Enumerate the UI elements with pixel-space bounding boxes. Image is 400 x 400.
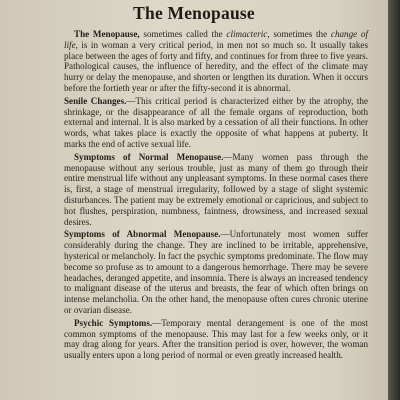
paragraph-normal-menopause: Symptoms of Normal Menopause.—Many women pass through the menopause without any serious trouble, just as many of them go through their entire menstrual life without any unpleasant symptoms. In these normal cases there is, first, a stage of menstrual irregularity, followed by a stage of slight systemic disturbances. The patient may be extremely emotional or capricious, and subject to hot flushes, perspiration, numbness, faintness, drowsiness, and increased sexual desires. [64, 151, 368, 227]
page-title: The Menopause [133, 3, 255, 23]
paragraph-abnormal-menopause: Symptoms of Abnormal Menopause.—Unfortunately most women suffer considerably during the change. They are inclined to be irritable, apprehensive, hysterical or melancholy. In fact the psychic symptoms predominate. The flow may become so profuse as to amount to a dangerous hemorrhage. There may be severe headaches, deranged appetite, and insomnia. There is always an increased tendency to malignant disease of the uterus and breasts, the fear of which often brings on intense melancholia. On the other hand, the menopause often cures chronic uterine or ovarian disease. [64, 229, 368, 315]
emphasis-text: climacteric, [226, 29, 270, 39]
paragraph-psychic-symptoms: Psychic Symptoms.—Temporary mental derangement is one of the most common symptoms of the menopause. This may last for a few weeks only, or it may drag along for years. After the transition period is over, however, the woman usually enters upon a long period of normal or even greatly increased health. [64, 317, 368, 361]
emphasis-text: change of life, [64, 29, 369, 50]
paragraph-heading: The Menopause, [74, 29, 140, 39]
paragraph-heading: Senile Changes. [64, 95, 127, 106]
book-spine-shadow [388, 0, 400, 400]
page-body [64, 29, 368, 363]
paragraph-heading: Symptoms of Normal Menopause. [74, 151, 224, 162]
paragraph-heading: Symptoms of Abnormal Menopause. [64, 229, 221, 240]
paragraph-heading: Psychic Symptoms. [74, 317, 153, 328]
paragraph-menopause: The Menopause, sometimes called the climacteric, sometimes the change of life, is in woman a very critical period, in men not so much so. It usually takes place between the ages of forty and fifty, and continues for from three to five years. Pathological causes, the influence of heredity, and the effect of the climate may hurry or delay the menopause, and shorten or lengthen its duration. When it occurs before the fortieth year or after the fifty-second it is abnormal. [64, 29, 369, 93]
paragraph-senile-changes: Senile Changes.—This critical period is characterized either by the atrophy, the shrinkage, or the disappearance of all the female organs of reproduction, both external and internal. It is also marked by a cessation of all their functions. In other words, what takes place is exactly the opposite of what happens at puberty. It marks the end of active sexual life. [64, 95, 368, 149]
